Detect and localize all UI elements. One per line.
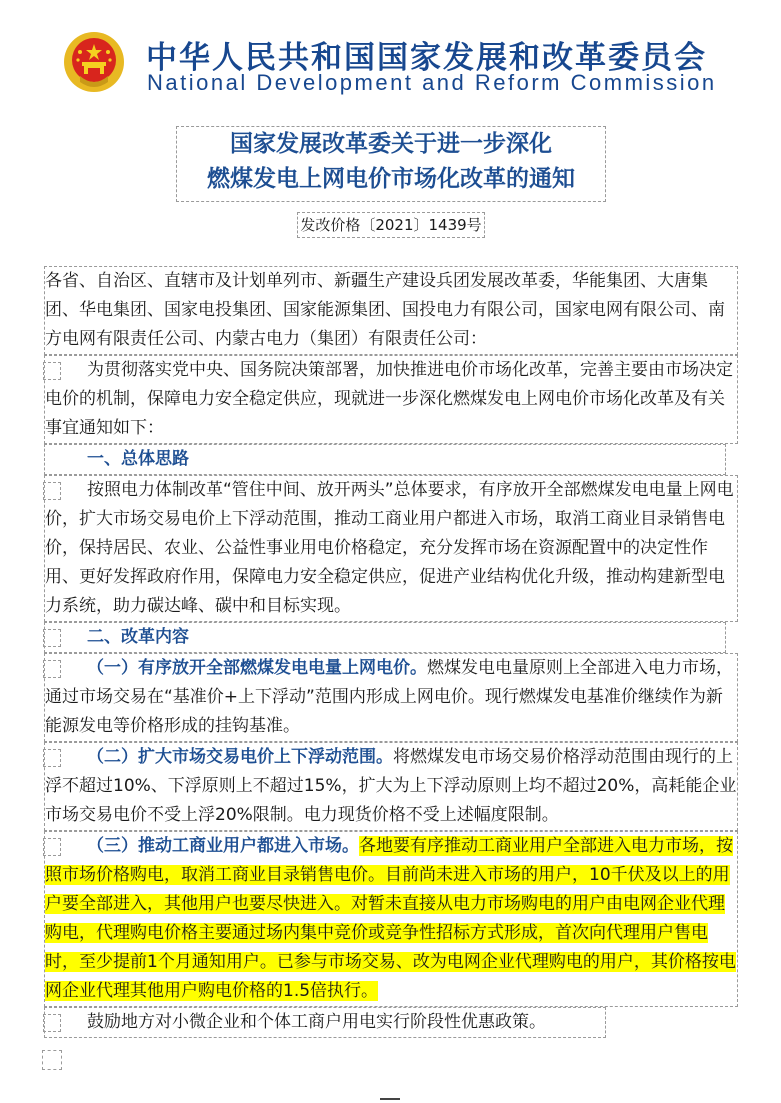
paragraph-marker-icon (43, 629, 61, 647)
item1-block (44, 653, 738, 742)
title-line-2: 燃煤发电上网电价市场化改革的通知 (207, 166, 575, 192)
document-body (44, 266, 738, 1038)
doc-number: 发改价格〔2021〕1439号 (297, 212, 485, 238)
item1-text: 燃煤发电电量原则上全部进入电力市场，通过市场交易在“基准价+上下浮动”范围内形成上网电价。现行燃煤发电基准价继续作为新能源发电等价格形成的挂钩基准。 (45, 658, 733, 736)
item3-note-block (44, 1007, 606, 1038)
section1-heading: 一、总体思路 (87, 449, 189, 469)
paragraph-marker-icon (43, 749, 61, 767)
item1-heading: （一）有序放开全部燃煤发电电量上网电价。 (87, 658, 427, 678)
section2-heading: 二、改革内容 (87, 627, 189, 647)
section1-heading-block (44, 444, 726, 475)
intro-block (44, 355, 738, 444)
item2-heading: （二）扩大市场交易电价上下浮动范围。 (87, 747, 393, 767)
item1-paragraph (45, 654, 737, 741)
item3-text-highlighted: 各地要有序推动工商业用户全部进入电力市场，按照市场价格购电，取消工商业目录销售电价。目前尚未进入市场的用户，10千伏及以上的用户要全部进入，其他用户也要尽快进入。对暂未直接从电力市场购电的用户由电网企业代理购电，代理购电价格主要通过场内集中竞价或竞争性招标方式形成，首次向代理用户售电时，至少提前1个月通知用户。已参与市场交易、改为电网企业代理购电的用户，其价格按电网企业代理其他用户购电价格的1.5倍执行。 (45, 836, 736, 1001)
empty-paragraph-marker-icon (42, 1050, 62, 1070)
paragraph-marker-icon (43, 1014, 61, 1032)
intro-paragraph: 为贯彻落实党中央、国务院决策部署，加快推进电价市场化改革，完善主要由市场决定电价的机制，保障电力安全稳定供应，现就进一步深化燃煤发电上网电价市场化改革及有关事宜通知如下： (45, 360, 733, 438)
item3-paragraph (45, 832, 737, 1006)
paragraph-marker-icon (43, 838, 61, 856)
section1-paragraph: 按照电力体制改革“管住中间、放开两头”总体要求，有序放开全部燃煤发电电量上网电价，扩大市场交易电价上下浮动范围，推动工商业用户都进入市场，取消工商业目录销售电价，保持居民、农业、公益性事业用电价格稳定，充分发挥市场在资源配置中的决定性作用、更好发挥政府作用，保障电力安全稳定供应，促进产业结构优化升级，推动构建新型电力系统，助力碳达峰、碳中和目标实现。 (45, 480, 734, 616)
document-title (176, 126, 606, 202)
item3-block (44, 831, 738, 1007)
item2-paragraph (45, 743, 737, 830)
paragraph-marker-icon (43, 482, 61, 500)
paragraph-marker-icon (43, 660, 61, 678)
national-emblem-icon (62, 30, 126, 94)
item3-note: 鼓励地方对小微企业和个体工商户用电实行阶段性优惠政策。 (87, 1012, 546, 1032)
section1-block (44, 475, 738, 622)
section2-heading-block (44, 622, 726, 653)
page-divider (380, 1098, 400, 1100)
paragraph-marker-icon (43, 362, 61, 380)
item2-block (44, 742, 738, 831)
org-name-cn: 中华人民共和国国家发展和改革委员会 (146, 40, 707, 76)
header (62, 30, 762, 102)
title-line-1: 国家发展改革委关于进一步深化 (230, 131, 552, 157)
recipients: 各省、自治区、直辖市及计划单列市、新疆生产建设兵团发展改革委，华能集团、大唐集团、华电集团、国家电投集团、国家能源集团、国投电力有限公司，国家电网有限公司、南方电网有限责任公司、内蒙古电力（集团）有限责任公司： (45, 271, 725, 349)
recipients-block (44, 266, 738, 355)
item3-heading: （三）推动工商业用户都进入市场。 (87, 836, 359, 856)
org-name-en: National Development and Reform Commission (147, 70, 717, 95)
item2-text: 将燃煤发电市场交易价格浮动范围由现行的上浮不超过10%、下浮原则上不超过15%，扩大为上下浮动原则上均不超过20%，高耗能企业市场交易电价不受上浮20%限制。电力现货价格不受上述幅度限制。 (45, 747, 737, 825)
